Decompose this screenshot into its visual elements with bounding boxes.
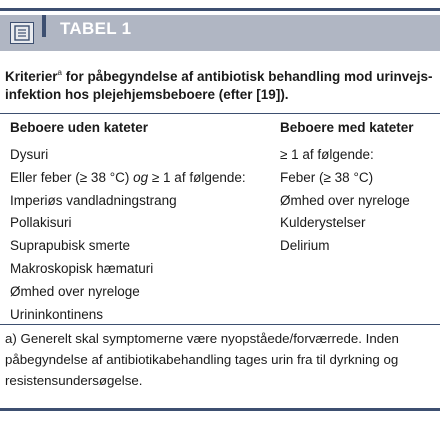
- document-icon-glyph: [14, 25, 30, 41]
- column-header-without-catheter: Beboere uden kateter: [10, 120, 149, 135]
- caption-prefix: Kriterier: [5, 69, 58, 84]
- caption-text: for påbegyndelse af antibiotisk behandling mod urinvejs-infektion hos plejehjemsbeboere (efter [19]).: [5, 69, 433, 102]
- list-item: Dysuri: [10, 147, 49, 162]
- caption-superscript: a: [57, 68, 62, 77]
- list-item: Imperiøs vandladningstrang: [10, 192, 177, 208]
- header-divider: [42, 15, 46, 37]
- list-item: Makroskopisk hæmaturi: [10, 260, 154, 276]
- column-header-with-catheter: Beboere med kateter: [280, 120, 414, 135]
- bottom-rule: [0, 408, 440, 411]
- list-item: Feber (≥ 38 °C): [280, 169, 374, 185]
- table-top-rule: [0, 113, 440, 114]
- list-item: Delirium: [280, 238, 330, 254]
- table-label: TABEL 1: [60, 19, 132, 38]
- criteria-list-with-catheter: [280, 144, 435, 258]
- list-item: Kulderystelser: [280, 215, 366, 231]
- top-rule: [0, 8, 440, 11]
- footnote: a) Generelt skal symptomerne være nyopståede/forværrede. Inden påbegyndelse af antibiotikabehandling tages urin fra til dyrkning og resistensundersøgelse.: [5, 331, 399, 388]
- table-caption: [5, 64, 435, 104]
- list-item: Ømhed over nyreloge: [10, 283, 140, 299]
- list-item: Urininkontinens: [10, 306, 104, 322]
- list-item: Suprapubisk smerte: [10, 238, 131, 254]
- list-item: Ømhed over nyreloge: [280, 192, 410, 208]
- list-item: ≥ 1 af følgende:: [280, 147, 374, 162]
- document-icon: [10, 22, 34, 44]
- table-bottom-rule: [0, 324, 440, 325]
- list-item: Eller feber (≥ 38 °C) og ≥ 1 af følgende:: [10, 169, 246, 185]
- criteria-list-without-catheter: [10, 144, 275, 326]
- list-item: Pollakisuri: [10, 215, 72, 231]
